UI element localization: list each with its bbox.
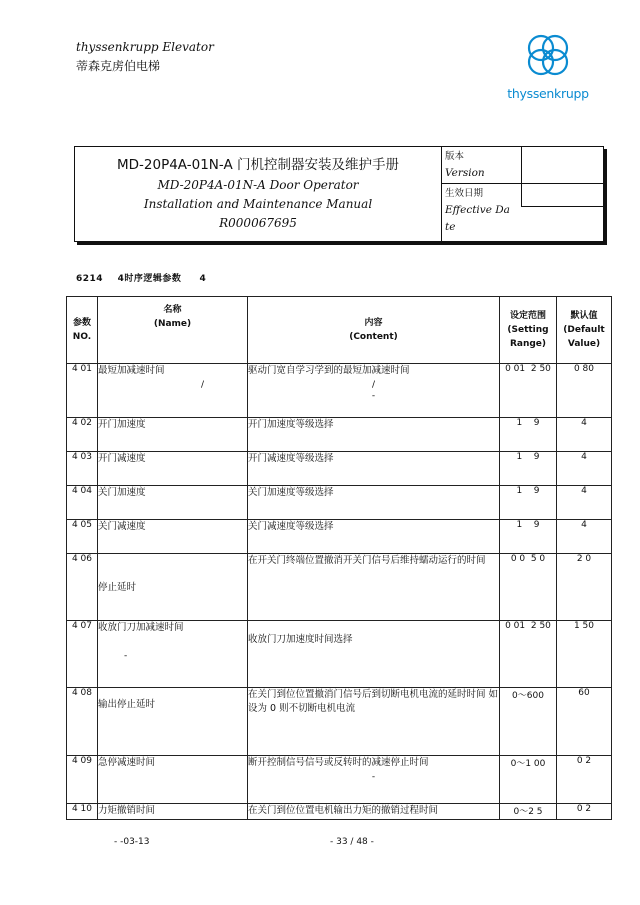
table-row <box>67 418 612 452</box>
param-name: 关门减速度 <box>98 520 248 554</box>
date-label-en-2: te <box>445 221 456 233</box>
param-name: 开门减速度 <box>98 452 248 486</box>
manual-title <box>75 147 442 241</box>
param-content: 在关门到位位置电机输出力矩的撤销过程时间 <box>248 804 500 820</box>
param-default: 1 50 <box>557 621 612 688</box>
title-line-cn: MD-20P4A-01N-A 门机控制器安装及维护手册 <box>116 157 399 173</box>
date-label-en-1: Effective Da <box>445 204 510 216</box>
param-name: 力矩撤销时间 <box>98 804 248 820</box>
company-header <box>76 40 214 74</box>
param-default: 0 2 <box>557 756 612 804</box>
table-row <box>67 486 612 520</box>
table-row <box>67 621 612 688</box>
version-label-cn: 版本 <box>445 151 465 162</box>
param-content: 断开控制信号信号或反转时的减速停止时间 - <box>248 756 500 804</box>
page-number: - 33 / 48 - <box>330 837 374 847</box>
table-row <box>67 364 612 418</box>
company-name-en: thyssenkrupp Elevator <box>76 40 214 54</box>
param-range: 1 9 <box>500 418 557 452</box>
param-number: 4 08 <box>67 688 98 756</box>
param-default: 4 <box>557 520 612 554</box>
header-name: 名称 (Name) <box>98 297 248 364</box>
header-default: 默认值 (Default Value) <box>557 297 612 364</box>
logo-icon <box>523 30 573 80</box>
param-name: 输出停止延时 <box>98 688 248 756</box>
thyssenkrupp-logo <box>500 30 596 101</box>
effective-date-value <box>521 183 604 207</box>
header-content: 内容 (Content) <box>248 297 500 364</box>
document-title-box <box>74 146 604 242</box>
param-default: 2 0 <box>557 554 612 621</box>
param-range: 0 01 2 50 <box>500 364 557 418</box>
table-row <box>67 756 612 804</box>
param-number: 4 05 <box>67 520 98 554</box>
version-row <box>441 147 603 184</box>
param-default: 4 <box>557 418 612 452</box>
param-number: 4 04 <box>67 486 98 520</box>
param-name: 停止延时 <box>98 554 248 621</box>
param-range: 1 9 <box>500 452 557 486</box>
table-row <box>67 520 612 554</box>
param-range: 0 01 2 50 <box>500 621 557 688</box>
company-name-cn: 蒂森克虏伯电梯 <box>76 59 161 73</box>
param-default: 60 <box>557 688 612 756</box>
param-name: 最短加减速时间 / <box>98 364 248 418</box>
table-header-row <box>67 297 612 364</box>
table-row <box>67 452 612 486</box>
param-content: 关门加速度等级选择 <box>248 486 500 520</box>
param-default: 0 80 <box>557 364 612 418</box>
param-number: 4 02 <box>67 418 98 452</box>
version-value <box>521 147 604 183</box>
param-range: 0 0 5 0 <box>500 554 557 621</box>
param-range: 1 9 <box>500 486 557 520</box>
table-row <box>67 554 612 621</box>
footer-date: - -03-13 <box>114 837 150 847</box>
param-number: 4 01 <box>67 364 98 418</box>
table-row <box>67 804 612 820</box>
param-name: 急停减速时间 <box>98 756 248 804</box>
param-range: 0～2 5 <box>500 804 557 820</box>
param-range: 0～600 <box>500 688 557 756</box>
date-label-cn: 生效日期 <box>445 188 484 199</box>
logo-wordmark: thyssenkrupp <box>507 86 589 101</box>
version-label-en: Version <box>445 167 485 179</box>
param-name: 收放门刀加减速时间 - <box>98 621 248 688</box>
param-default: 4 <box>557 486 612 520</box>
param-number: 4 03 <box>67 452 98 486</box>
param-content: 开门减速度等级选择 <box>248 452 500 486</box>
param-default: 4 <box>557 452 612 486</box>
param-range: 1 9 <box>500 520 557 554</box>
param-number: 4 07 <box>67 621 98 688</box>
document-number: R000067695 <box>219 216 297 230</box>
effective-date-row <box>441 183 603 240</box>
param-content: 在开关门终端位置撤消开关门信号后维持蠕动运行的时间 <box>248 554 500 621</box>
title-line-en-2: Installation and Maintenance Manual <box>143 197 373 211</box>
param-range: 0～1 00 <box>500 756 557 804</box>
header-param: 参数 NO. <box>67 297 98 364</box>
param-content: 驱动门宽自学习学到的最短加减速时间 / - <box>248 364 500 418</box>
section-heading: 6214 4时序逻辑参数 4 <box>76 274 207 284</box>
meta-grid <box>441 147 603 241</box>
param-content: 在关门到位位置撤消门信号后到切断电机电流的延时时间 如设为 0 则不切断电机电流 <box>248 688 500 756</box>
param-number: 4 06 <box>67 554 98 621</box>
param-name: 开门加速度 <box>98 418 248 452</box>
header-range: 设定范围 (Setting Range) <box>500 297 557 364</box>
param-number: 4 09 <box>67 756 98 804</box>
param-default: 0 2 <box>557 804 612 820</box>
param-content: 开门加速度等级选择 <box>248 418 500 452</box>
param-content: 收放门刀加速度时间选择 <box>248 621 500 688</box>
param-content: 关门减速度等级选择 <box>248 520 500 554</box>
title-line-en-1: MD-20P4A-01N-A Door Operator <box>157 178 359 192</box>
param-number: 4 10 <box>67 804 98 820</box>
parameter-table <box>66 296 612 820</box>
param-name: 关门加速度 <box>98 486 248 520</box>
table-row <box>67 688 612 756</box>
